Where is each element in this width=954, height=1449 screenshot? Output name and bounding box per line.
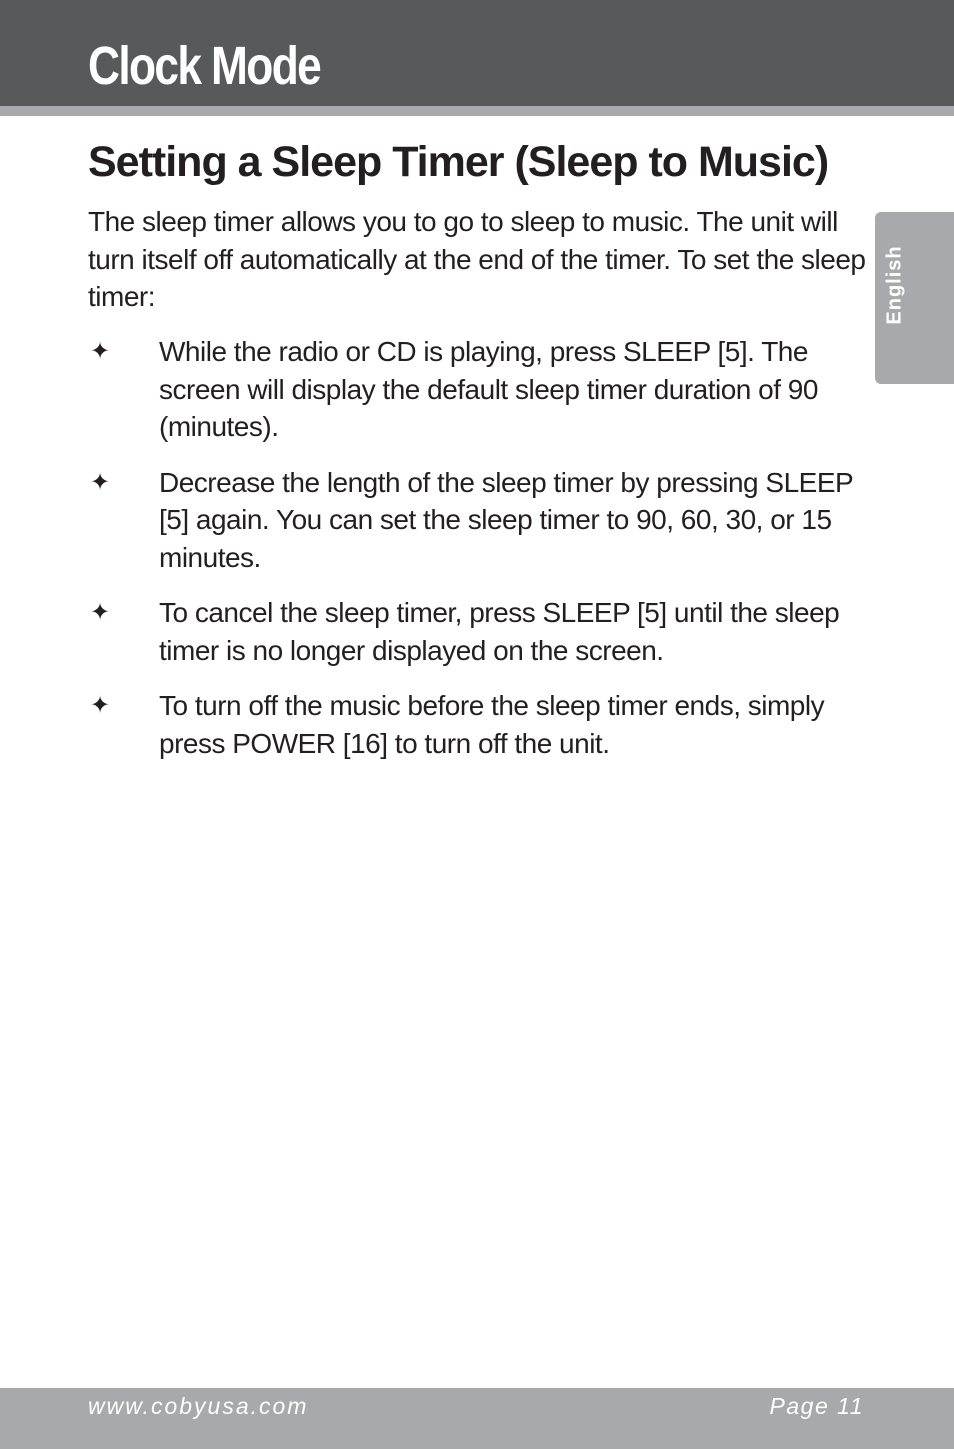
list-item-text: Decrease the length of the sleep timer by pressing SLEEP [5] again. You can set the sleep timer to 90, 60, 30, or 15 minutes. xyxy=(159,466,853,573)
four-pointed-star-icon: ✦ xyxy=(90,337,110,365)
instruction-list xyxy=(88,333,878,780)
list-item xyxy=(88,594,878,669)
page-number: Page 11 xyxy=(769,1393,864,1419)
list-item-text: To turn off the music before the sleep timer ends, simply press POWER [16] to turn off the unit. xyxy=(159,690,825,759)
section-heading: Setting a Sleep Timer (Sleep to Music) xyxy=(88,138,829,186)
language-tab xyxy=(875,212,954,384)
page-title: Clock Mode xyxy=(88,36,321,96)
four-pointed-star-icon: ✦ xyxy=(90,598,110,626)
four-pointed-star-icon: ✦ xyxy=(90,467,110,496)
list-item xyxy=(88,464,878,577)
intro-paragraph: The sleep timer allows you to go to sleep to music. The unit will turn itself off automatically at the end of the timer. To set the sleep timer: xyxy=(88,206,866,312)
list-item xyxy=(88,687,878,762)
list-item xyxy=(88,333,878,446)
language-tab-label: English xyxy=(883,245,905,325)
footer-url: www.cobyusa.com xyxy=(88,1393,309,1419)
four-pointed-star-icon: ✦ xyxy=(90,691,110,719)
header-stripe xyxy=(0,106,954,116)
list-item-text: While the radio or CD is playing, press SLEEP [5]. The screen will display the default sleep timer duration of 90 (minutes). xyxy=(159,336,818,442)
list-item-text: To cancel the sleep timer, press SLEEP [5] until the sleep timer is no longer displayed on the screen. xyxy=(159,597,840,666)
